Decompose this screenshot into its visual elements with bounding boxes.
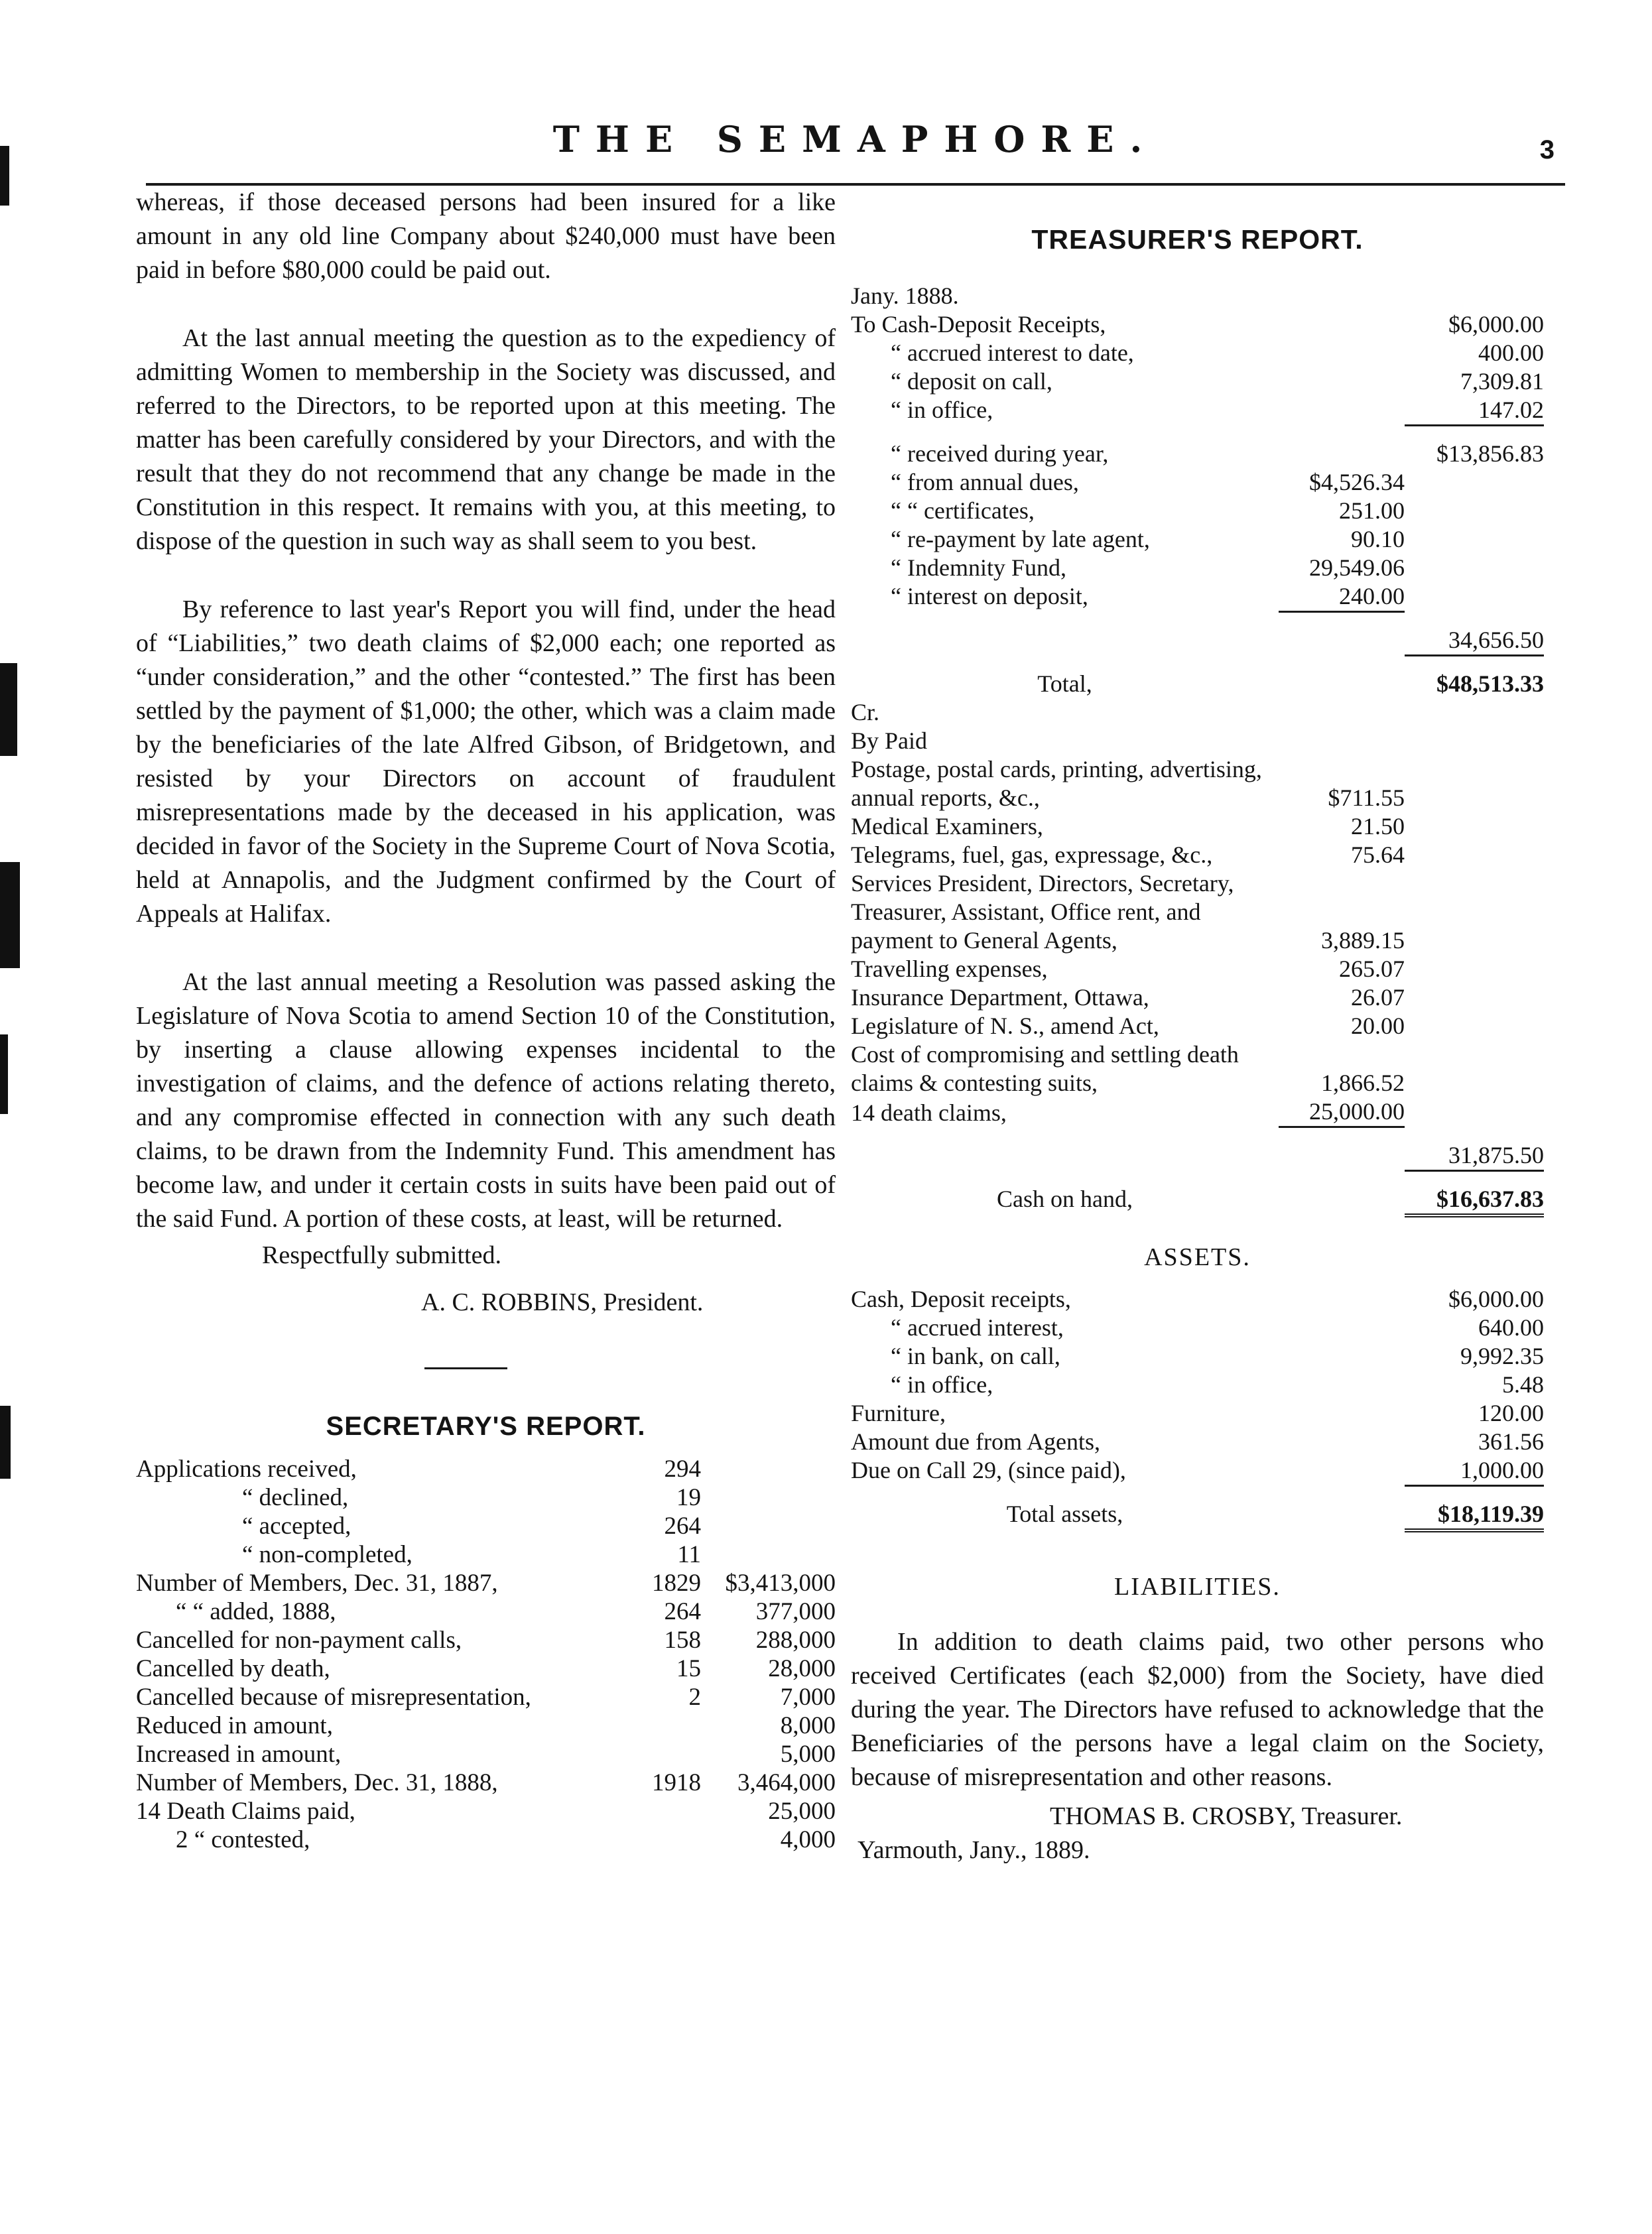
row-label: Insurance Department, Ottawa, (851, 984, 1149, 1011)
scan-edge-mark (0, 146, 9, 206)
paragraph: At the last annual meeting the question as to the expediency of admitting Women to membership in the Society was discussed, and referred to the Directors, to be reported upon at this meeting. The matter has been carefully considered by your Directors, and with the result that they do not recommend that any change be made in the Constitution in this respect. It remains with you, at this meeting, to dispose of the question in such way as shall seem to you best. (136, 324, 836, 555)
scan-edge-mark (0, 663, 17, 756)
scan-edge-mark (0, 1406, 11, 1479)
row-amount: 400.00 (1478, 340, 1544, 366)
treasurer-report-table (851, 282, 1544, 1217)
ledger-cell (851, 1141, 1279, 1171)
paid-total: 31,875.50 (1405, 1141, 1544, 1171)
ledger-row (851, 367, 1544, 396)
ledger-cell (1279, 440, 1405, 468)
row-amount: 5,000 (780, 1741, 836, 1768)
ledger-row (136, 1569, 836, 1597)
row-count: 1918 (652, 1769, 701, 1796)
ledger-row (136, 1512, 836, 1540)
ledger-row (136, 1626, 836, 1654)
row-amount: 640.00 (1478, 1314, 1544, 1341)
page-number: 3 (1539, 135, 1555, 164)
row-label: “ in office, (891, 1371, 993, 1398)
ledger-row (136, 1540, 836, 1569)
ledger-row (851, 1456, 1544, 1486)
row-label: “ accrued interest to date, (891, 340, 1134, 366)
ledger-cell (1279, 1285, 1405, 1314)
row-amount: 1,866.52 (1321, 1070, 1405, 1096)
row-amount: 288,000 (755, 1627, 836, 1654)
row-label: Reduced in amount, (136, 1712, 333, 1739)
grand-total: $48,513.33 (1436, 670, 1544, 697)
row-amount: 120.00 (1478, 1400, 1544, 1426)
row-label: “ interest on deposit, (891, 583, 1088, 609)
ledger-cell (1279, 282, 1405, 310)
assets-table (851, 1285, 1544, 1532)
ledger-row (851, 1141, 1544, 1171)
assets-total: $18,119.39 (1405, 1500, 1544, 1530)
ledger-cell (1405, 841, 1544, 869)
ledger-row (136, 1654, 836, 1683)
ledger-row (136, 1769, 836, 1797)
row-count: 11 (677, 1541, 701, 1568)
ledger-row (136, 1711, 836, 1740)
ledger-row (851, 983, 1544, 1012)
spacer-row (851, 1486, 1544, 1501)
ledger-row (851, 1399, 1544, 1428)
ledger-cell (1405, 812, 1544, 841)
row-label: Cancelled because of misrepresentation, (136, 1684, 531, 1711)
row-label: To Cash-Deposit Receipts, (851, 311, 1106, 338)
ledger-row (851, 698, 1544, 727)
ledger-cell (1279, 1456, 1405, 1486)
paragraph: By reference to last year's Report you will find, under the head of “Liabilities,” two death claims of $2,000 each; one reported as “under consideration,” and the other “contested.” The first has been settled by the payment of $1,000; the other, which was a claim made by the beneficiaries of the late Alfred Gibson, of Bridgetown, and resisted by your Directors on account of fraudulent misrepresentations made by the deceased in his application, was decided in favor of the Society in the Supreme Court of Nova Scotia, held at Annapolis, and the Judgment confirmed by the Court of Appeals at Halifax. (136, 595, 836, 928)
ledger-row (136, 1683, 836, 1711)
row-amount: 7,309.81 (1460, 368, 1544, 395)
place-date: Yarmouth, Jany., 1889. (858, 1836, 1090, 1864)
row-label: Legislature of N. S., amend Act, (851, 1013, 1159, 1039)
ledger-row (851, 497, 1544, 525)
cash-on-hand: $16,637.83 (1405, 1185, 1544, 1215)
row-label: Telegrams, fuel, gas, expressage, &c., (851, 841, 1213, 868)
row-amount: 28,000 (768, 1655, 836, 1682)
closing-line: Respectfully submitted. (262, 1241, 501, 1269)
row-label: 14 death claims, (851, 1099, 1007, 1126)
row-count: 264 (664, 1598, 701, 1625)
row-label: “ accepted, (242, 1513, 351, 1540)
row-amount: 5.48 (1502, 1371, 1544, 1398)
row-count: 264 (664, 1513, 701, 1540)
ledger-cell (1405, 955, 1544, 983)
ledger-row (851, 1040, 1544, 1097)
ledger-row (851, 1342, 1544, 1371)
ledger-cell (1279, 670, 1405, 698)
ledger-cell (1405, 1040, 1544, 1097)
ledger-row (851, 869, 1544, 955)
row-count (641, 1797, 713, 1826)
ledger-cell (1279, 1371, 1405, 1399)
ledger-cell (1279, 1314, 1405, 1342)
row-label: Applications received, (136, 1456, 357, 1483)
row-label: Number of Members, Dec. 31, 1887, (136, 1570, 498, 1597)
row-label: Cancelled by death, (136, 1655, 330, 1682)
ledger-row (851, 582, 1544, 612)
row-label: Number of Members, Dec. 31, 1888, (136, 1769, 498, 1796)
masthead (146, 118, 1565, 164)
ledger-cell (1279, 698, 1405, 727)
row-amount: 265.07 (1339, 956, 1405, 982)
ledger-row (851, 727, 1544, 755)
row-label: 14 Death Claims paid, (136, 1798, 355, 1825)
ledger-row (136, 1597, 836, 1626)
ledger-cell (1405, 282, 1544, 310)
row-label: “ from annual dues, (891, 469, 1079, 495)
row-amount: 4,000 (780, 1826, 836, 1853)
ledger-cell (1279, 1500, 1405, 1530)
ledger-row (136, 1797, 836, 1826)
ledger-cell (1405, 554, 1544, 582)
row-amount: $6,000.00 (1448, 311, 1544, 338)
row-label: “ non-completed, (242, 1541, 413, 1568)
row-amount: 251.00 (1339, 497, 1405, 524)
ledger-row (851, 282, 1544, 310)
row-label: “ “ added, 1888, (176, 1598, 336, 1625)
ledger-cell (1279, 727, 1405, 755)
ledger-cell (1405, 755, 1544, 812)
by-paid-label: By Paid (851, 727, 928, 754)
ledger-row (851, 310, 1544, 339)
total-label: Total, (1037, 670, 1092, 697)
row-count: 158 (664, 1627, 701, 1654)
row-amount: $3,413,000 (725, 1570, 836, 1597)
ledger-cell (1279, 396, 1405, 426)
row-amount: 25,000.00 (1279, 1097, 1405, 1127)
spacer (136, 558, 836, 593)
row-amount: $711.55 (1328, 784, 1405, 811)
ledger-row (851, 1012, 1544, 1040)
assets-heading: ASSETS. (1144, 1243, 1251, 1271)
row-label: Services President, Directors, Secretary, Treasurer, Assistant, Office rent, and payment to General Agents, (851, 870, 1234, 954)
spacer-row (851, 426, 1544, 440)
row-count (641, 1740, 713, 1769)
row-label: Cash, Deposit receipts, (851, 1286, 1071, 1312)
ledger-row (851, 1285, 1544, 1314)
liabilities-heading: LIABILITIES. (1114, 1573, 1281, 1601)
ledger-row (851, 339, 1544, 367)
row-amount: 90.10 (1351, 526, 1405, 552)
section-divider (424, 1367, 507, 1369)
row-amount: 20.00 (1351, 1013, 1405, 1039)
ledger-row (851, 396, 1544, 426)
row-label: “ declined, (242, 1484, 349, 1511)
ledger-cell (1405, 698, 1544, 727)
ledger-cell (1279, 1185, 1405, 1215)
row-amount: 75.64 (1351, 841, 1405, 868)
row-amount: 21.50 (1351, 813, 1405, 839)
ledger-cell (1279, 1428, 1405, 1456)
ledger-cell (1405, 468, 1544, 497)
ledger-row (851, 1428, 1544, 1456)
ledger-cell (1279, 310, 1405, 339)
paragraph: At the last annual meeting a Resolution was passed asking the Legislature of Nova Scotia to amend Section 10 of the Constitution, by inserting a clause allowing expenses incidental to the investigation of claims, and the defence of actions relating thereto, and any compromise effected in connection with any such death claims, to be drawn from the Indemnity Fund. This amendment has become law, and under it certain costs in suits have been paid out of the said Fund. A portion of these costs, at least, will be returned. (136, 968, 836, 1233)
paragraph: whereas, if those deceased persons had been insured for a like amount in any old line Company about $240,000 must have been paid in before $80,000 could be paid out. (136, 188, 836, 284)
row-label: Furniture, (851, 1400, 946, 1426)
row-count: 2 (688, 1684, 701, 1711)
opening-total: $13,856.83 (1436, 440, 1544, 467)
ledger-row (136, 1455, 836, 1483)
ledger-cell (1279, 1399, 1405, 1428)
row-count: 294 (664, 1456, 701, 1483)
spacer-row (851, 1127, 1544, 1142)
ledger-cell (1279, 626, 1405, 656)
president-signature: A. C. ROBBINS, President. (421, 1288, 704, 1316)
row-label: “ in office, (891, 397, 993, 423)
ledger-row (851, 1097, 1544, 1127)
secretary-report-heading: SECRETARY'S REPORT. (326, 1412, 646, 1441)
row-amount (713, 1455, 836, 1483)
spacer (136, 931, 836, 965)
ledger-cell (1279, 1342, 1405, 1371)
row-count (641, 1711, 713, 1740)
row-amount: 25,000 (768, 1798, 836, 1825)
secretary-report-table (136, 1455, 836, 1854)
ledger-row (851, 440, 1544, 468)
row-label: Amount due from Agents, (851, 1428, 1100, 1455)
row-amount (713, 1540, 836, 1569)
row-amount: 29,549.06 (1309, 554, 1405, 581)
row-label: 2 “ contested, (176, 1826, 310, 1853)
row-label: “ deposit on call, (891, 368, 1052, 395)
row-label: Postage, postal cards, printing, advertising, annual reports, &c., (851, 756, 1262, 811)
ledger-cell (1405, 582, 1544, 612)
ledger-row (136, 1826, 836, 1854)
row-count: 15 (676, 1655, 701, 1682)
right-column (851, 186, 1544, 1867)
treasurer-signature: THOMAS B. CROSBY, Treasurer. (1050, 1802, 1403, 1830)
row-amount: 377,000 (755, 1598, 836, 1625)
row-label: “ Indemnity Fund, (891, 554, 1066, 581)
ledger-cell (1405, 727, 1544, 755)
row-amount: 1,000.00 (1405, 1456, 1544, 1486)
row-label: Medical Examiners, (851, 813, 1043, 839)
treasurer-report-heading: TREASURER'S REPORT. (1031, 224, 1364, 255)
ledger-row (851, 525, 1544, 554)
ledger-cell (1405, 525, 1544, 554)
row-label: Cancelled for non-payment calls, (136, 1627, 462, 1654)
ledger-cell (1279, 367, 1405, 396)
credit-label: Cr. (851, 699, 880, 725)
ledger-cell (1279, 1141, 1405, 1171)
row-label: Travelling expenses, (851, 956, 1048, 982)
row-amount (713, 1483, 836, 1512)
ledger-row (851, 1185, 1544, 1215)
ledger-row (136, 1483, 836, 1512)
ledger-row (851, 468, 1544, 497)
spacer (136, 287, 836, 322)
row-label: “ in bank, on call, (891, 1343, 1060, 1369)
ledger-cell (1405, 1012, 1544, 1040)
ledger-cell (1279, 339, 1405, 367)
row-label: Increased in amount, (136, 1741, 342, 1768)
ledger-row (851, 670, 1544, 698)
newspaper-title: THE SEMAPHORE. (552, 118, 1159, 160)
ledger-row (851, 1314, 1544, 1342)
scan-edge-mark (0, 862, 20, 968)
ledger-row (851, 841, 1544, 869)
ledger-cell (1405, 1097, 1544, 1127)
row-label: “ re-payment by late agent, (891, 526, 1150, 552)
row-amount: 3,464,000 (737, 1769, 836, 1796)
row-amount: 240.00 (1279, 582, 1405, 612)
ledger-cell (1405, 983, 1544, 1012)
row-amount: $4,526.34 (1309, 469, 1405, 495)
ledger-row (851, 626, 1544, 656)
ledger-row (851, 812, 1544, 841)
spacer-row (851, 612, 1544, 627)
scan-edge-mark (0, 1034, 8, 1114)
row-count (641, 1826, 713, 1854)
row-label: “ “ certificates, (891, 497, 1035, 524)
ledger-cell (1405, 869, 1544, 955)
report-date: Jany. 1888. (851, 282, 959, 309)
ledger-row (851, 554, 1544, 582)
row-amount: 7,000 (780, 1684, 836, 1711)
row-label: “ received during year, (891, 440, 1109, 467)
spacer-row (851, 656, 1544, 670)
row-amount: 8,000 (780, 1712, 836, 1739)
ledger-row (136, 1740, 836, 1769)
row-label: “ accrued interest, (891, 1314, 1064, 1341)
row-amount: 3,889.15 (1321, 927, 1405, 954)
row-amount: 26.07 (1351, 984, 1405, 1011)
row-count: 1829 (652, 1570, 701, 1597)
row-label: Due on Call 29, (since paid), (851, 1457, 1126, 1483)
cash-label: Cash on hand, (997, 1186, 1133, 1212)
row-count: 19 (676, 1484, 701, 1511)
ledger-cell (851, 626, 1279, 656)
row-amount: 9,992.35 (1460, 1343, 1544, 1369)
ledger-cell (1405, 497, 1544, 525)
row-amount: $6,000.00 (1448, 1286, 1544, 1312)
left-column (136, 186, 836, 1854)
ledger-row (851, 1371, 1544, 1399)
row-label: Cost of compromising and settling death claims & contesting suits, (851, 1041, 1239, 1096)
row-amount: 147.02 (1405, 396, 1544, 426)
row-amount: 361.56 (1478, 1428, 1544, 1455)
ledger-row (851, 955, 1544, 983)
ledger-row (851, 1500, 1544, 1530)
ledger-row (851, 755, 1544, 812)
row-amount (713, 1512, 836, 1540)
spacer-row (851, 1171, 1544, 1186)
received-total: 34,656.50 (1405, 626, 1544, 656)
liabilities-text: In addition to death claims paid, two other persons who received Certificates (each $2,000) from the Society, have died during the year. The Directors have refused to acknowledge that the Beneficiaries of the persons have a legal claim on the Society, because of misrepresentation and other reasons. (851, 1628, 1544, 1791)
total-label: Total assets, (1006, 1501, 1123, 1527)
